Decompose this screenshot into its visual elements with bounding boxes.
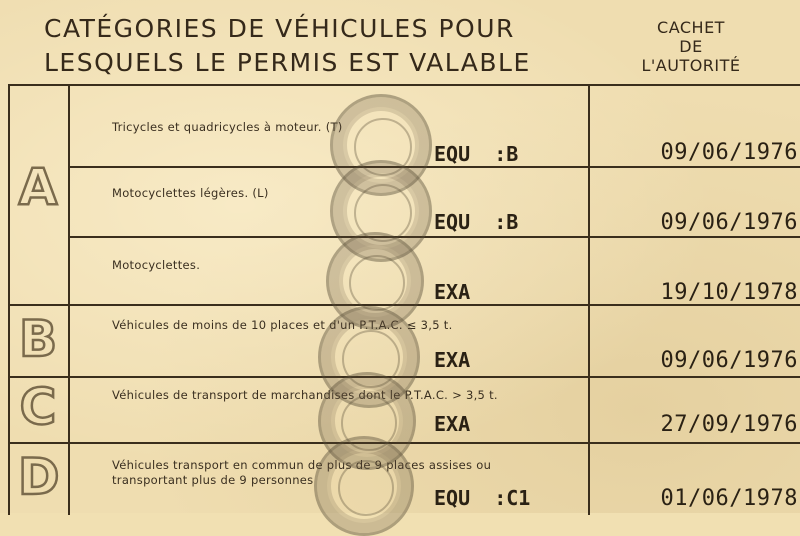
title-line-1: CATÉGORIES DE VÉHICULES POUR <box>44 14 515 43</box>
category-letter-c: C <box>19 378 57 436</box>
row-description: Véhicules de moins de 10 places et d'un P.T.A.C. ≤ 3,5 t. <box>112 318 453 332</box>
row-description: Motocyclettes. <box>112 258 201 272</box>
row-code: EQU :B <box>434 210 519 234</box>
row-description: Motocyclettes légères. (L) <box>112 186 269 200</box>
row-date: 09/06/1976 <box>660 210 798 235</box>
page-title <box>44 12 574 80</box>
stamp-header-line-2: DE <box>679 37 703 56</box>
row-description: Véhicules de transport de marchandises dont le P.T.A.C. > 3,5 t. <box>112 388 498 402</box>
table-row <box>70 306 800 378</box>
category-separator-a-b <box>8 304 68 306</box>
row-code: EXA <box>434 412 471 436</box>
row-date: 27/09/1976 <box>660 412 798 437</box>
table-border-left <box>8 86 10 515</box>
row-code: EQU :B <box>434 142 519 166</box>
category-letter-d: D <box>18 448 60 506</box>
table-row <box>70 444 800 515</box>
stamp-header-line-3: L'AUTORITÉ <box>641 56 741 75</box>
title-line-2: LESQUELS LE PERMIS EST VALABLE <box>44 48 531 77</box>
row-date: 01/06/1978 <box>660 486 798 511</box>
stamp-header-line-1: CACHET <box>657 18 725 37</box>
category-separator-c-d <box>8 442 68 444</box>
category-letter-b: B <box>18 310 58 368</box>
table-row <box>70 168 800 238</box>
row-code: EXA <box>434 280 471 304</box>
categories-table <box>8 84 800 515</box>
table-row <box>70 86 800 168</box>
row-date: 09/06/1976 <box>660 140 798 165</box>
table-row <box>70 378 800 444</box>
row-date: 09/06/1976 <box>660 348 798 373</box>
row-description: Véhicules transport en commun de plus de 9 places assises ou transportant plus de 9 personnes <box>112 458 492 487</box>
row-description: Tricycles et quadricycles à moteur. (T) <box>112 120 343 134</box>
row-code: EXA <box>434 348 471 372</box>
row-code: EQU :C1 <box>434 486 531 510</box>
category-letter-a: A <box>18 158 58 216</box>
table-row <box>70 238 800 306</box>
row-date: 19/10/1978 <box>660 280 798 305</box>
stamp-column-header <box>612 18 770 75</box>
